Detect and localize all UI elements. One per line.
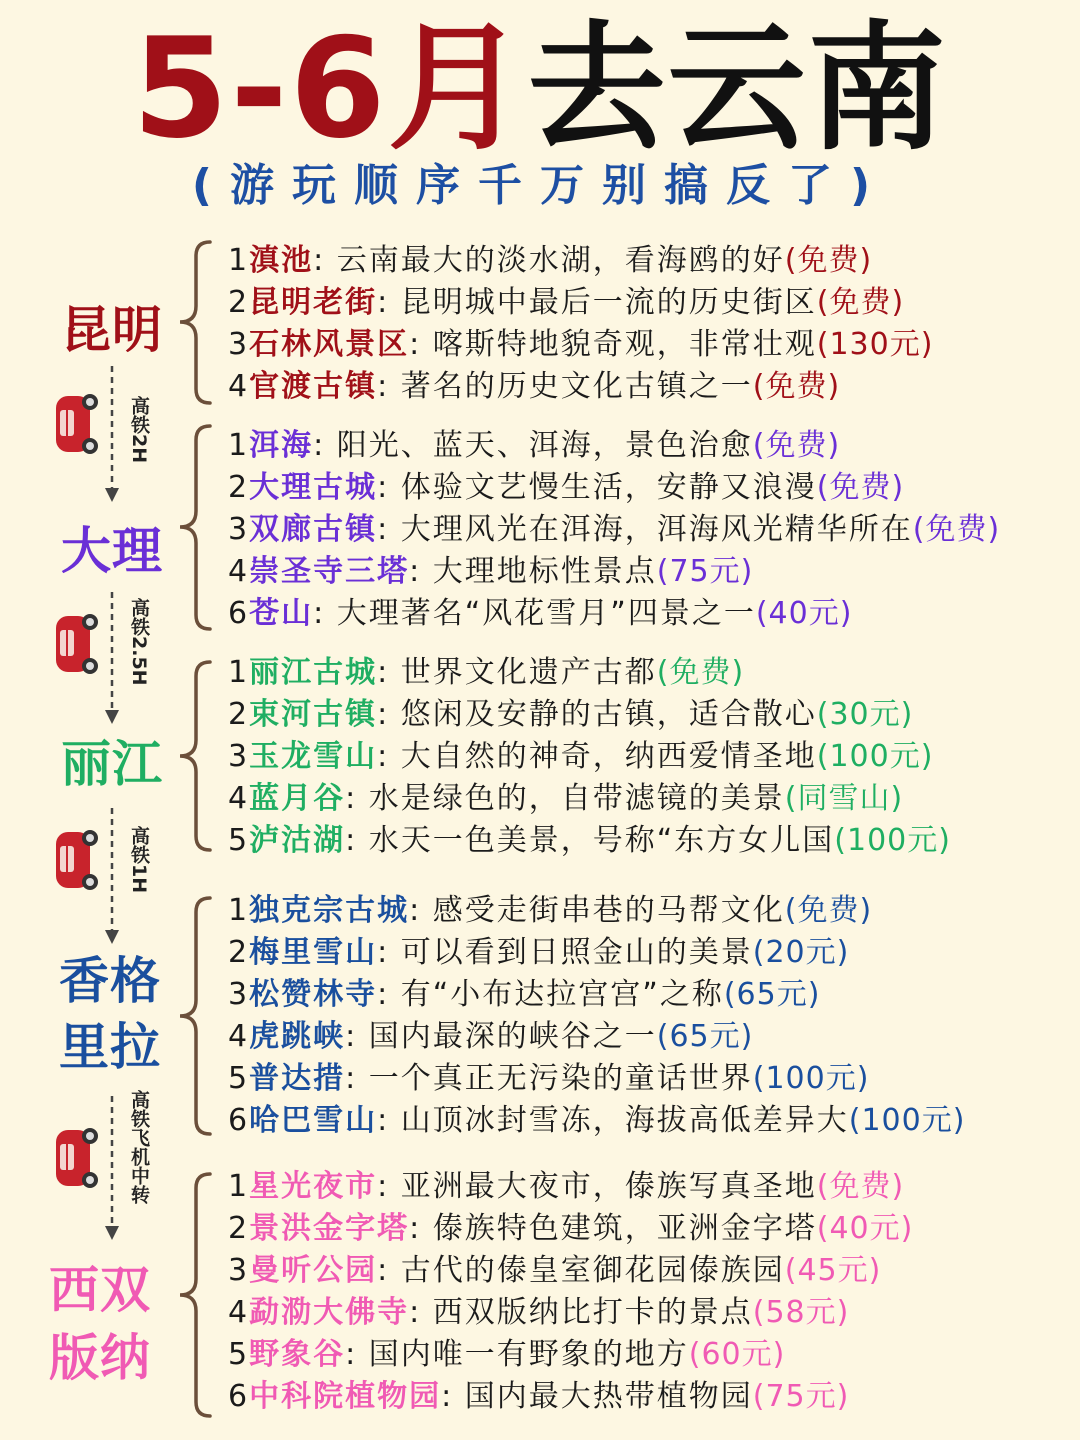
item-desc: : 国内最大热带植物园 bbox=[441, 1379, 753, 1414]
item-number: 2 bbox=[228, 1211, 250, 1246]
page-subtitle: (游玩顺序千万别搞反了) bbox=[191, 160, 889, 211]
arrow-down-icon bbox=[102, 806, 122, 946]
item-desc: : 阳光、蓝天、洱海，景色治愈 bbox=[313, 428, 753, 463]
city-lijiang: 丽江 bbox=[61, 735, 163, 793]
item-number: 1 bbox=[228, 428, 250, 463]
list-item bbox=[228, 1292, 913, 1334]
item-number: 5 bbox=[228, 1337, 250, 1372]
item-name: 束河古镇 bbox=[249, 697, 378, 732]
item-price: (免费) bbox=[816, 470, 905, 505]
page-title bbox=[0, 8, 1080, 169]
item-name: 滇池 bbox=[249, 243, 314, 278]
item-name: 野象谷 bbox=[249, 1337, 346, 1372]
item-number: 3 bbox=[228, 977, 250, 1012]
item-price: (40元) bbox=[755, 596, 853, 631]
item-name: 勐泐大佛寺 bbox=[249, 1295, 410, 1330]
item-desc: : 体验文艺慢生活，安静又浪漫 bbox=[377, 470, 817, 505]
item-desc: : 大理著名“风花雪月”四景之一 bbox=[313, 596, 756, 631]
item-price: (40元) bbox=[816, 1211, 914, 1246]
list-item bbox=[228, 509, 1000, 551]
item-desc: : 水是绿色的，自带滤镜的美景 bbox=[345, 781, 785, 816]
item-name: 苍山 bbox=[249, 596, 314, 631]
item-desc: : 古代的傣皇室御花园傣族园 bbox=[377, 1253, 785, 1288]
item-name: 中科院植物园 bbox=[249, 1379, 442, 1414]
item-name: 昆明老街 bbox=[249, 285, 378, 320]
item-number: 2 bbox=[228, 935, 250, 970]
list-item bbox=[228, 820, 951, 862]
item-desc: : 一个真正无污染的童话世界 bbox=[345, 1061, 753, 1096]
item-desc: : 著名的历史文化古镇之一 bbox=[377, 369, 753, 404]
item-price: (100元) bbox=[752, 1061, 870, 1096]
item-name: 官渡古镇 bbox=[249, 369, 378, 404]
arrow-down-icon bbox=[102, 1094, 122, 1242]
title-part-1: 5-6月 bbox=[132, 8, 528, 169]
section-brace bbox=[158, 660, 218, 852]
item-price: (45元) bbox=[784, 1253, 882, 1288]
section-list-shangri-la bbox=[228, 890, 965, 1142]
section-list-lijiang bbox=[228, 652, 951, 862]
section-list-xishuangbanna bbox=[228, 1166, 913, 1418]
item-desc: : 国内最深的峡谷之一 bbox=[345, 1019, 657, 1054]
item-price: (65元) bbox=[656, 1019, 754, 1054]
item-price: (免费) bbox=[752, 428, 841, 463]
title-part-2: 去云南 bbox=[527, 8, 948, 169]
transport-label: 高铁2.5H bbox=[128, 598, 150, 686]
item-desc: : 云南最大的淡水湖，看海鸥的好 bbox=[313, 243, 785, 278]
list-item bbox=[228, 282, 933, 324]
item-name: 泸沽湖 bbox=[249, 823, 346, 858]
list-item bbox=[228, 551, 1000, 593]
section-brace bbox=[158, 424, 218, 631]
item-desc: : 山顶冰封雪冻，海拔高低差异大 bbox=[377, 1103, 849, 1138]
item-price: (100元) bbox=[848, 1103, 966, 1138]
item-number: 4 bbox=[228, 1295, 250, 1330]
item-number: 6 bbox=[228, 596, 250, 631]
car-icon bbox=[50, 382, 110, 462]
item-price: (65元) bbox=[723, 977, 821, 1012]
item-name: 曼听公园 bbox=[249, 1253, 378, 1288]
transport-label: 高铁飞机中转 bbox=[128, 1090, 150, 1204]
item-desc: : 有“小布达拉宫宫”之称 bbox=[377, 977, 724, 1012]
section-brace bbox=[158, 1172, 218, 1418]
item-number: 3 bbox=[228, 512, 250, 547]
item-name: 崇圣寺三塔 bbox=[249, 554, 410, 589]
car-icon bbox=[50, 602, 110, 682]
transport-label: 高铁1H bbox=[128, 826, 150, 894]
list-item bbox=[228, 240, 933, 282]
item-price: (58元) bbox=[752, 1295, 850, 1330]
item-desc: : 大理地标性景点 bbox=[409, 554, 657, 589]
item-number: 3 bbox=[228, 739, 250, 774]
list-item bbox=[228, 366, 933, 408]
item-number: 4 bbox=[228, 554, 250, 589]
item-price: (100元) bbox=[816, 739, 934, 774]
item-name: 虎跳峡 bbox=[249, 1019, 346, 1054]
item-price: (130元) bbox=[816, 327, 934, 362]
list-item bbox=[228, 1058, 965, 1100]
list-item bbox=[228, 974, 965, 1016]
arrow-down-icon bbox=[102, 364, 122, 504]
item-number: 2 bbox=[228, 697, 250, 732]
item-name: 洱海 bbox=[249, 428, 314, 463]
city-dali: 大理 bbox=[61, 522, 163, 580]
list-item bbox=[228, 736, 951, 778]
section-brace bbox=[158, 240, 218, 405]
item-name: 星光夜市 bbox=[249, 1169, 378, 1204]
item-name: 梅里雪山 bbox=[249, 935, 378, 970]
item-desc: : 喀斯特地貌奇观，非常壮观 bbox=[409, 327, 817, 362]
item-number: 3 bbox=[228, 327, 250, 362]
car-icon bbox=[50, 1116, 110, 1196]
item-price: (免费) bbox=[784, 893, 873, 928]
item-price: (100元) bbox=[834, 823, 951, 858]
list-item bbox=[228, 778, 951, 820]
item-price: (30元) bbox=[816, 697, 914, 732]
item-number: 5 bbox=[228, 1061, 250, 1096]
list-item bbox=[228, 1250, 913, 1292]
item-number: 4 bbox=[228, 369, 250, 404]
item-price: (免费) bbox=[784, 243, 873, 278]
item-desc: : 可以看到日照金山的美景 bbox=[377, 935, 753, 970]
item-desc: : 大自然的神奇，纳西爱情圣地 bbox=[377, 739, 817, 774]
list-item bbox=[228, 694, 951, 736]
item-price: (免费) bbox=[912, 512, 1001, 547]
item-number: 1 bbox=[228, 1169, 250, 1204]
list-item bbox=[228, 1334, 913, 1376]
item-desc: : 傣族特色建筑，亚洲金字塔 bbox=[409, 1211, 817, 1246]
item-desc: : 世界文化遗产古都 bbox=[377, 655, 657, 690]
list-item bbox=[228, 1208, 913, 1250]
item-name: 独克宗古城 bbox=[249, 893, 410, 928]
arrow-down-icon bbox=[102, 590, 122, 726]
item-price: (免费) bbox=[656, 655, 745, 690]
item-number: 2 bbox=[228, 285, 250, 320]
item-desc: : 国内唯一有野象的地方 bbox=[345, 1337, 689, 1372]
item-name: 哈巴雪山 bbox=[249, 1103, 378, 1138]
item-price: (60元) bbox=[688, 1337, 786, 1372]
city-kunming: 昆明 bbox=[61, 301, 163, 359]
item-desc: : 亚洲最大夜市，傣族写真圣地 bbox=[377, 1169, 817, 1204]
list-item bbox=[228, 425, 1000, 467]
section-list-dali bbox=[228, 425, 1000, 635]
list-item bbox=[228, 1016, 965, 1058]
item-number: 1 bbox=[228, 243, 250, 278]
item-price: (同雪山) bbox=[784, 781, 904, 816]
item-name: 丽江古城 bbox=[249, 655, 378, 690]
list-item bbox=[228, 1376, 913, 1418]
list-item bbox=[228, 593, 1000, 635]
city-shangri-la: 香格里拉 bbox=[59, 952, 161, 1076]
item-number: 6 bbox=[228, 1379, 250, 1414]
item-desc: : 悠闲及安静的古镇，适合散心 bbox=[377, 697, 817, 732]
item-name: 双廊古镇 bbox=[249, 512, 378, 547]
section-brace bbox=[158, 896, 218, 1136]
item-price: (75元) bbox=[752, 1379, 850, 1414]
item-number: 3 bbox=[228, 1253, 250, 1288]
item-name: 景洪金字塔 bbox=[249, 1211, 410, 1246]
item-name: 松赞林寺 bbox=[249, 977, 378, 1012]
item-desc: : 大理风光在洱海，洱海风光精华所在 bbox=[377, 512, 913, 547]
item-desc: : 水天一色美景，号称“东方女儿国 bbox=[345, 823, 835, 858]
item-number: 1 bbox=[228, 655, 250, 690]
list-item bbox=[228, 932, 965, 974]
item-price: (免费) bbox=[816, 285, 905, 320]
list-item bbox=[228, 652, 951, 694]
item-desc: : 西双版纳比打卡的景点 bbox=[409, 1295, 753, 1330]
section-list-kunming bbox=[228, 240, 933, 408]
item-number: 4 bbox=[228, 1019, 250, 1054]
item-price: (75元) bbox=[656, 554, 754, 589]
list-item bbox=[228, 1100, 965, 1142]
item-number: 1 bbox=[228, 893, 250, 928]
item-number: 2 bbox=[228, 470, 250, 505]
item-number: 4 bbox=[228, 781, 250, 816]
item-name: 石林风景区 bbox=[249, 327, 410, 362]
car-icon bbox=[50, 818, 110, 898]
item-name: 普达措 bbox=[249, 1061, 346, 1096]
item-name: 玉龙雪山 bbox=[249, 739, 378, 774]
item-price: (免费) bbox=[816, 1169, 905, 1204]
item-name: 蓝月谷 bbox=[249, 781, 346, 816]
item-desc: : 昆明城中最后一流的历史街区 bbox=[377, 285, 817, 320]
list-item bbox=[228, 467, 1000, 509]
list-item bbox=[228, 1166, 913, 1208]
item-number: 6 bbox=[228, 1103, 250, 1138]
item-desc: : 感受走街串巷的马帮文化 bbox=[409, 893, 785, 928]
item-price: (20元) bbox=[752, 935, 850, 970]
item-price: (免费) bbox=[752, 369, 841, 404]
item-number: 5 bbox=[228, 823, 250, 858]
city-xishuangbanna: 西双版纳 bbox=[49, 1261, 151, 1387]
list-item bbox=[228, 324, 933, 366]
item-name: 大理古城 bbox=[249, 470, 378, 505]
list-item bbox=[228, 890, 965, 932]
transport-label: 高铁2H bbox=[128, 396, 150, 464]
